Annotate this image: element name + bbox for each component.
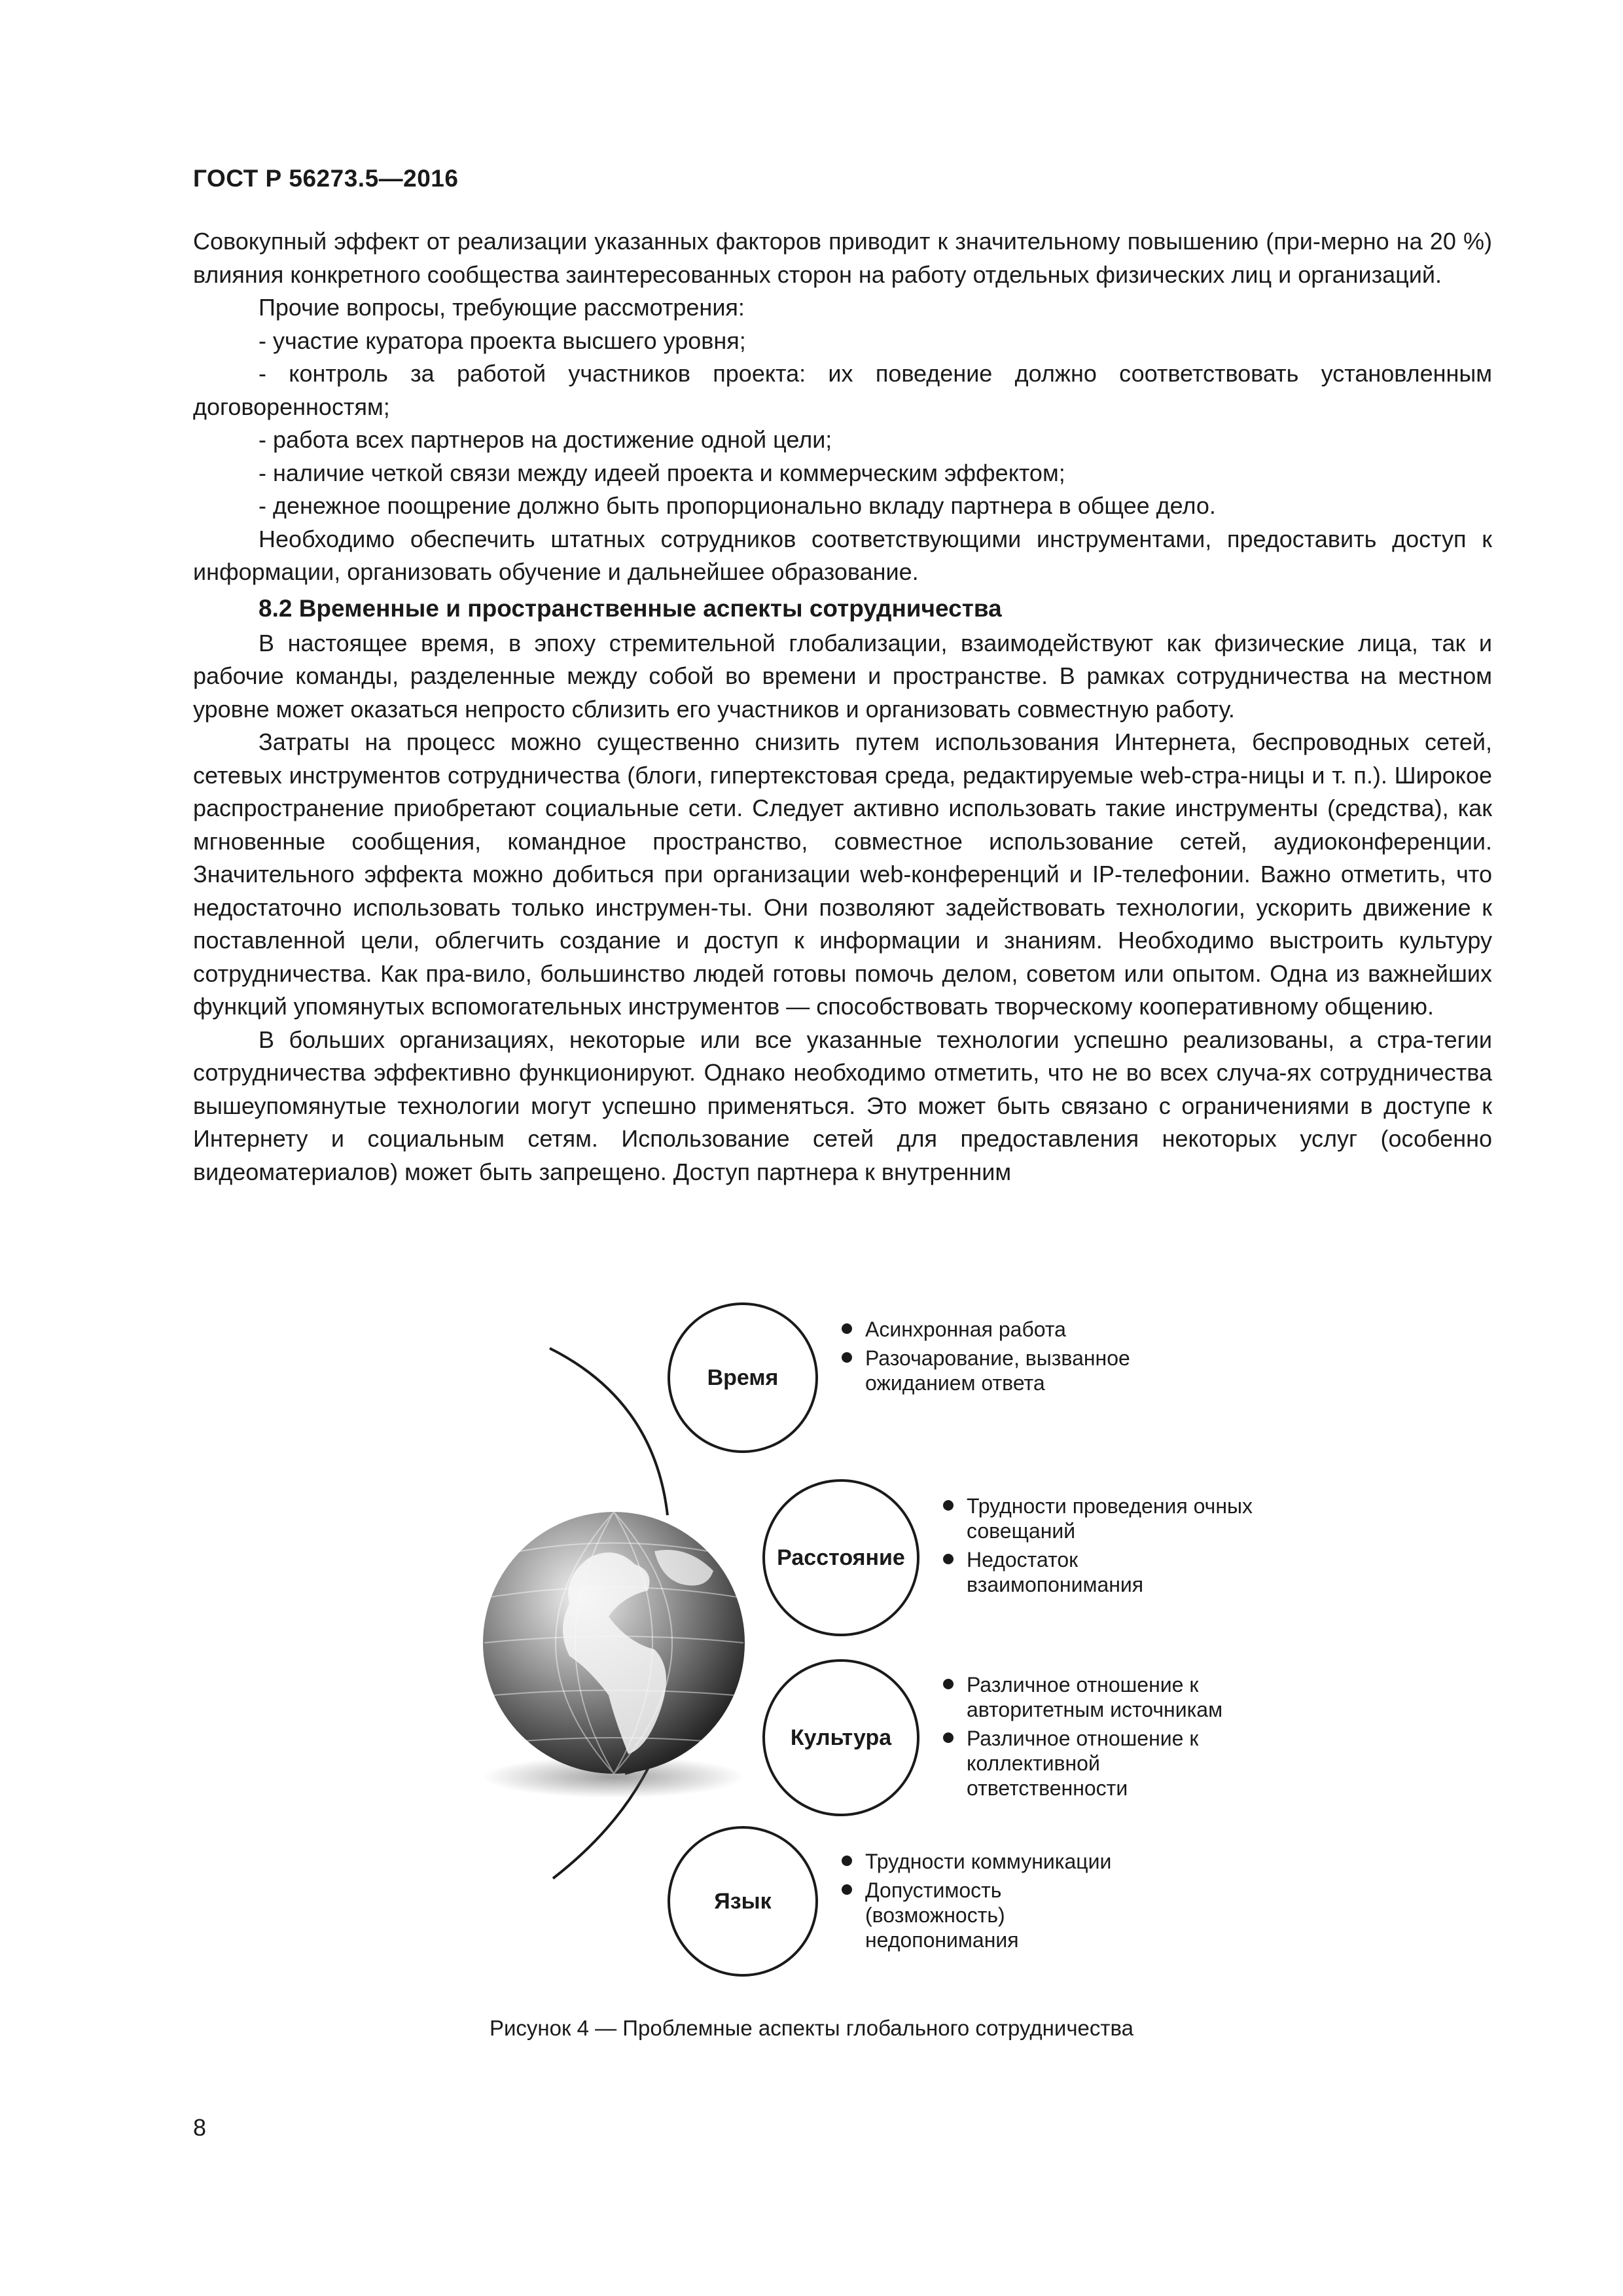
list-item: Допустимость (возможность) недопонимания bbox=[838, 1878, 1113, 1952]
node-label: Культура bbox=[790, 1725, 892, 1750]
section-heading: 8.2 Временные и пространственные аспекты сотрудничества bbox=[259, 594, 1002, 622]
list-item: - наличие четкой связи между идеей проекта и коммерческим эффектом; bbox=[259, 459, 1065, 486]
bullet-icon bbox=[842, 1323, 852, 1334]
bullet-icon bbox=[842, 1352, 852, 1363]
node-distance bbox=[762, 1479, 919, 1636]
list-item: - контроль за работой участников проекта: их поведение должно соответствовать установленным договоренностям; bbox=[193, 360, 1492, 420]
bullet-icon bbox=[842, 1884, 852, 1895]
document-code-header: ГОСТ Р 56273.5—2016 bbox=[193, 165, 459, 192]
node-label: Время bbox=[707, 1365, 779, 1390]
paragraph: В настоящее время, в эпоху стремительной глобализации, взаимодействуют как физические лица, так и рабочие команды, разделенные между собой во времени и пространстве. В рамках сотрудничества на местном уровне может оказаться непросто сблизить его участников и организовать совместную работу. bbox=[193, 629, 1492, 723]
node-time bbox=[668, 1302, 818, 1453]
paragraph: Необходимо обеспечить штатных сотрудников соответствующими инструментами, предоставить доступ к информации, организовать обучение и дальнейшее образование. bbox=[193, 525, 1492, 585]
bullet-icon bbox=[842, 1856, 852, 1866]
list-item: - работа всех партнеров на достижение одной цели; bbox=[259, 426, 832, 453]
list-item: - денежное поощрение должно быть пропорционально вкладу партнера в общее дело. bbox=[259, 492, 1216, 519]
bullet-icon bbox=[943, 1732, 954, 1743]
globe-icon bbox=[483, 1512, 745, 1774]
paragraph: Затраты на процесс можно существенно снизить путем использования Интернета, беспроводных сетей, сетевых инструментов сотрудничества (блоги, гипертекстовая среда, редактируемые web-стра-ницы и т. п.). Широкое распространение приобретают социальные сети. Следует активно использовать такие инструменты (средства), как мгновенные сообщения, командное пространство, совместное использование сетей, аудиоконференции. Значительного эффекта можно добиться при организации web-конференций и IP-телефонии. Важно отметить, что недостаточно использовать только инструмен-ты. Они позволяют задействовать технологии, ускорить движение к поставленной цели, облегчить создание и доступ к информации и знаниям. Необходимо выстроить культуру сотрудничества. Как пра-вило, большинство людей готовы помочь делом, советом или опытом. Одна из важнейших функций упомянутых вспомогательных инструментов — способствовать творческому кооперативному общению. bbox=[193, 728, 1492, 1020]
list-item: Различное отношение к авторитетным источникам bbox=[939, 1672, 1253, 1722]
list-item: Различное отношение к коллективной ответственности bbox=[939, 1726, 1253, 1801]
figure-diagram bbox=[458, 1302, 1283, 1983]
bullet-icon bbox=[943, 1679, 954, 1689]
paragraph: В больших организациях, некоторые или все указанные технологии успешно реализованы, а стра-тегии сотрудничества эффективно функционируют. Однако необходимо отметить, что не во всех случа-ях сотрудничества вышеупомянутые технологии могут успешно применяться. Это может быть связано с ограничениями в доступе к Интернету и социальным сетям. Использование сетей для предоставления некоторых услуг (особенно видеоматериалов) может быть запрещено. Доступ партнера к внутренним bbox=[193, 1026, 1492, 1185]
list-item: Разочарование, вызванное ожиданием ответа bbox=[838, 1346, 1145, 1395]
bullet-icon bbox=[943, 1500, 954, 1511]
list-item: Трудности проведения очных совещаний bbox=[939, 1494, 1253, 1543]
paragraph: Совокупный эффект от реализации указанных факторов приводит к значительному повышению (при-мерно на 20 %) влияния конкретного сообщества заинтересованных сторон на работу отдельных физических лиц и организаций. bbox=[193, 228, 1492, 288]
node-label: Язык bbox=[714, 1888, 772, 1914]
list-item: - участие куратора проекта высшего уровня; bbox=[259, 327, 746, 354]
bullet-list-culture bbox=[939, 1672, 1253, 1804]
bullet-list-time bbox=[838, 1317, 1145, 1399]
node-label: Расстояние bbox=[777, 1545, 905, 1570]
body-text bbox=[193, 225, 1492, 1189]
paragraph: Прочие вопросы, требующие рассмотрения: bbox=[259, 294, 745, 321]
node-language bbox=[668, 1826, 818, 1977]
bullet-list-language bbox=[838, 1849, 1113, 1956]
bullet-icon bbox=[943, 1554, 954, 1564]
list-item: Трудности коммуникации bbox=[838, 1849, 1113, 1874]
node-culture bbox=[762, 1659, 919, 1816]
bullet-list-distance bbox=[939, 1494, 1253, 1601]
list-item: Недостаток взаимопонимания bbox=[939, 1547, 1253, 1597]
list-item: Асинхронная работа bbox=[838, 1317, 1145, 1342]
figure-caption: Рисунок 4 — Проблемные аспекты глобального сотрудничества bbox=[489, 2016, 1134, 2040]
page-number: 8 bbox=[193, 2114, 207, 2141]
